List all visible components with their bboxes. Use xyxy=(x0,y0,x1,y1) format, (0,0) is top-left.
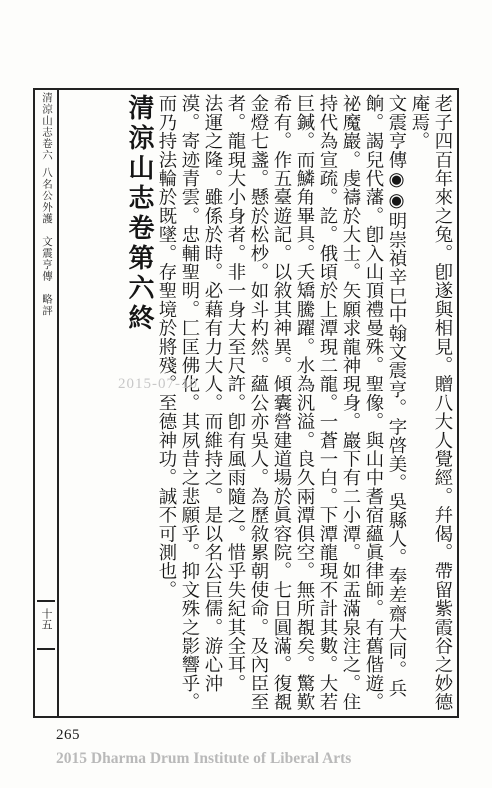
margin-page-label: 十五 xyxy=(40,608,53,630)
main-text xyxy=(62,94,454,712)
margin-tick-lower xyxy=(37,648,55,650)
paragraph-wen-zhenheng-biography: 文震亨傳◉◉明崇禎辛巳中翰文震亨。字啓美。吳縣人。奉差齋大同。兵餉。謁兒代藩。卽入山頂禮曼殊。聖像。與山中耆宿蘊眞律師。有舊偕遊。祕魔巖。虔禱於大士。矢願求龍神現身。巖下有二小潭。如盂滿泉注之。住持代為宣疏。訖。俄頃於上潭現二龍。一蒼一白。下潭龍現不計其數。大若巨鍼。而鱗角畢具。夭矯騰躍。水為汎溢。良久兩潭俱空。無所覩矣。驚歎希有。作五臺遊記。以敘其神異。傾囊營建道場於眞容院。七日圓滿。復覩金燈七盞。懸於松杪。如斗杓然。蘊公亦吳人。為歷敘累朝使命。及內臣至者。龍現大小身者。非一身大至尺許。卽有風雨隨之。惜乎失紀其全耳。 xyxy=(225,94,407,712)
page-number: 265 xyxy=(56,727,80,743)
paragraph-zanran: 老子四百年來之兔。卽遂與相見。贈八大人覺經。幷偈。帶留紫霞谷之妙德庵焉。 xyxy=(409,94,453,712)
margin-chapter: 八名公外護 文震亨傳 略評 xyxy=(41,167,53,317)
margin-tick-upper xyxy=(37,600,55,602)
margin-book-title: 清涼山志卷六 xyxy=(41,92,53,161)
watermark: 2015 Dharma Drum Institute of Liberal Arts xyxy=(56,750,352,767)
volume-end-title: 清涼山志卷第六終 xyxy=(124,94,154,334)
date-stamp: 2015-07-10 xyxy=(118,376,198,392)
margin-divider xyxy=(57,88,59,718)
paragraph-commentary: 法運之隆。雖係於時。必藉有力大人。而維持之。是以名公巨儒。游心沖漠。寄迹青雲。忠輔聖明。匚匡佛化。其夙昔之悲願乎。抑文殊之影響乎。而乃持法輪於既墜。存聖境於將殘。至德神功。誠不可測也。 xyxy=(156,94,223,712)
